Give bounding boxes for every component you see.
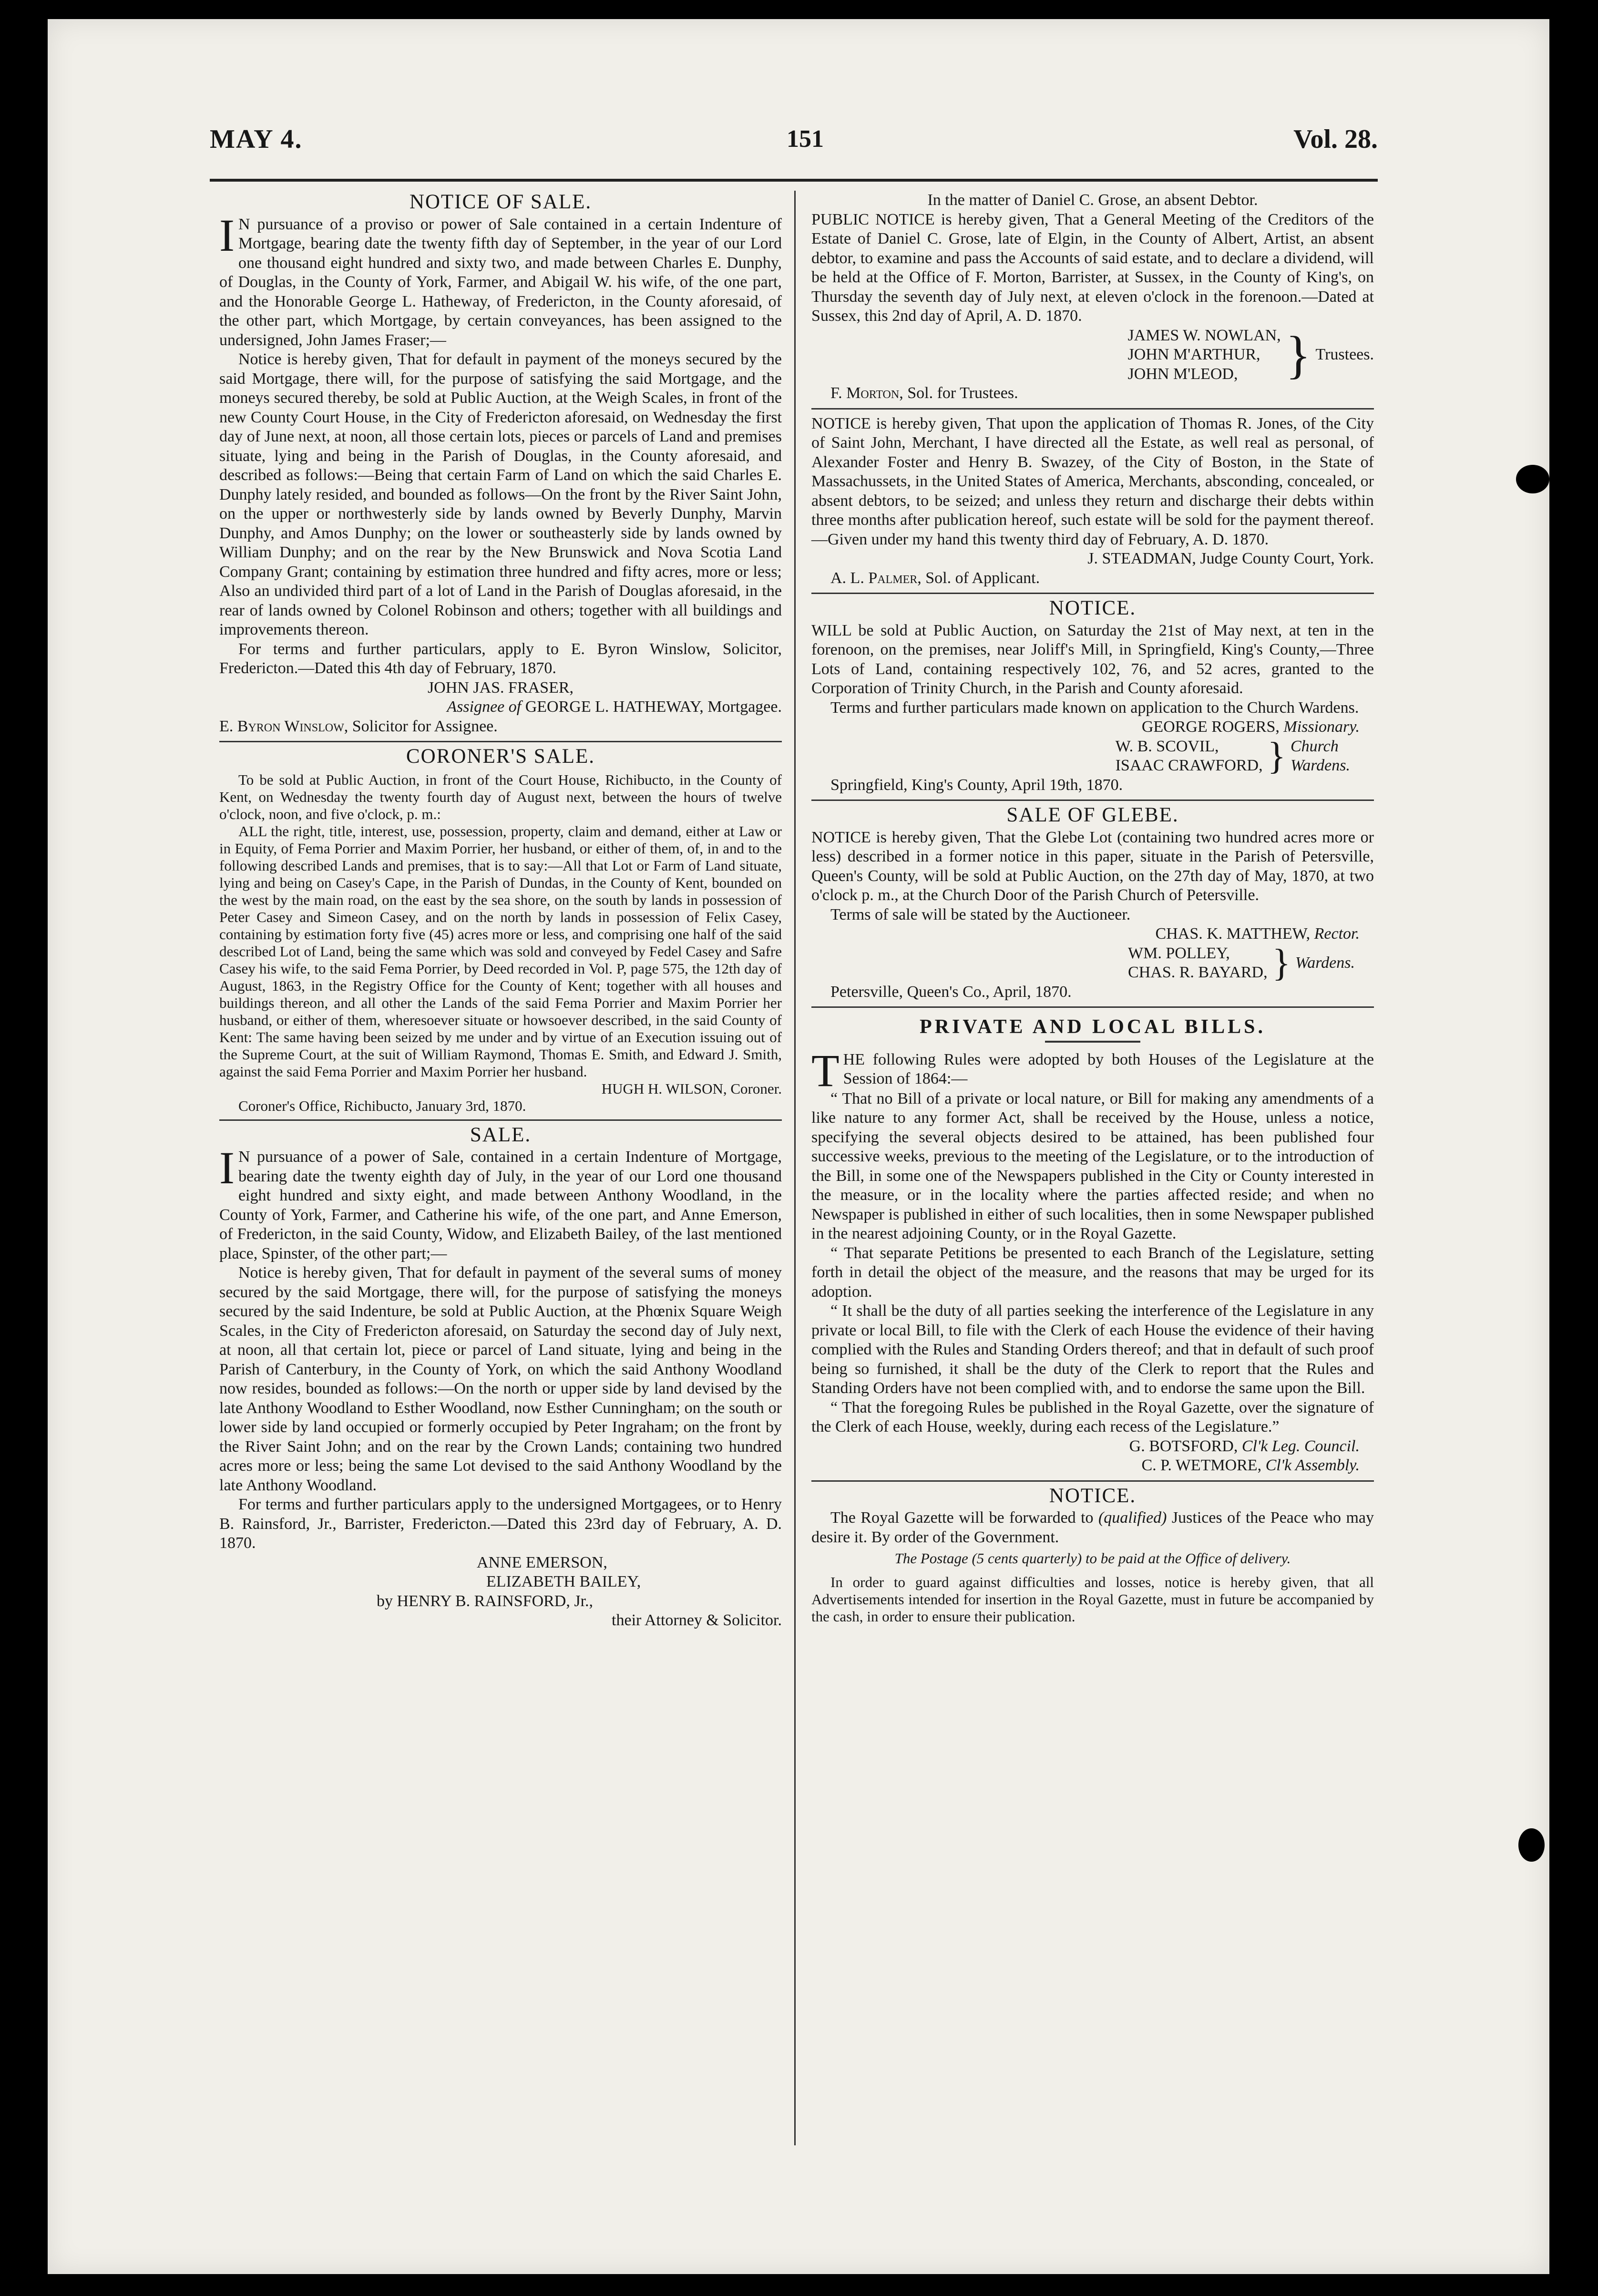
solicitor-name: F. Morton,: [830, 384, 903, 402]
brace-glyph: }: [1267, 735, 1286, 777]
section-rule: [811, 1480, 1374, 1482]
section-title: SALE OF GLEBE.: [1006, 804, 1179, 826]
trustees-signature: [811, 326, 1374, 384]
paragraph: “ That the foregoing Rules be published in the Royal Gazette, over the signature of the Clerk of each House, weekly, during each recess of the Legislature.”: [811, 1398, 1374, 1435]
volume-number: Vol. 28.: [1293, 124, 1378, 154]
section-title: CORONER'S SALE.: [406, 745, 595, 768]
section-title: NOTICE.: [1049, 597, 1137, 619]
solicitor-line: [219, 717, 782, 737]
paragraph: NOTICE is hereby given, That upon the application of Thomas R. Jones, of the City of Saint John, Merchant, I have directed all the Estate, as well real as personal, of Alexander Foster and Henry B. Swazey, of the City of Boston, in the State of Massachussets, in the United States of America, Merchants, absconding, concealed, or absent debtors, to be seized; and unless they return and discharge their debts within three months after publication hereof, such estate will be sold for the payment thereof.—Given under my hand this twenty third day of February, A. D. 1870.: [811, 414, 1374, 548]
column-divider: [794, 191, 796, 2145]
solicitor-role: Sol. of Applicant.: [925, 569, 1040, 587]
signature: their Attorney & Solicitor.: [612, 1611, 782, 1629]
paragraph: “ That separate Petitions be presented to each Branch of the Legislature, setting forth in detail the object of the measure, and the reasons that may be urged for its adoption.: [811, 1244, 1374, 1301]
section-title: NOTICE.: [1049, 1484, 1137, 1507]
brace-glyph: }: [1272, 942, 1291, 984]
signature: [811, 1456, 1374, 1476]
issue-date: MAY 4.: [210, 124, 303, 154]
sale-woodland: [219, 1123, 782, 1630]
signature-name: C. P. WETMORE,: [1141, 1456, 1262, 1474]
paragraph: In order to guard against difficulties and losses, notice is hereby given, that all Advertisements intended for insertion in the Royal Gazette, must in future be accompanied by the cash, in order to ensure their publication.: [811, 1574, 1374, 1625]
wardens-label: [1291, 737, 1350, 776]
solicitor-line: [811, 384, 1374, 403]
ink-blot: [1516, 465, 1549, 493]
warden-names: [1128, 944, 1268, 983]
paragraph: “ That no Bill of a private or local nature, or Bill for making any amendments of a like nature to any former Act, shall be received by the House, unless a notice, specifying the several objects desired to be attained, has been published four successive weeks, previous to the meeting of the Legislature, or to the introduction of the Bill, in some one of the Newspapers published in the City or County interested in the measure, or in the locality where the parties affected reside; and when no Newspaper is published in either of such localities, then in some Newspaper published in the nearest adjoining County, or in the Royal Gazette.: [811, 1089, 1374, 1242]
left-column: [219, 191, 782, 1630]
postage-note: The Postage (5 cents quarterly) to be paid at the Office of delivery.: [894, 1550, 1291, 1567]
coroners-sale: [219, 747, 782, 1115]
paragraph: For terms and further particulars apply to the undersigned Mortgagees, or to Henry B. Rainsford, Jr., Barrister, Fredericton.—Dated this 23rd day of February, A. D. 1870.: [219, 1496, 782, 1552]
warden-name: CHAS. R. BAYARD,: [1128, 964, 1268, 981]
signature: ANNE EMERSON,: [477, 1553, 607, 1571]
signature-name: GEORGE L. HATHEWAY, Mortgagee.: [525, 698, 782, 716]
notice-grose: [811, 191, 1374, 403]
paragraph-text: The Royal Gazette will be forwarded to: [830, 1509, 1094, 1527]
notice-steadman: [811, 414, 1374, 588]
private-and-local-bills: [811, 1017, 1374, 1476]
title-rule: [1045, 1041, 1140, 1043]
section-title: SALE.: [470, 1123, 532, 1146]
dateline: Coroner's Office, Richibucto, January 3rd, 1870.: [238, 1097, 526, 1114]
page-header: [210, 119, 1378, 172]
notice-royal-gazette: [811, 1486, 1374, 1626]
paragraph-text: Justices of the Peace who may desire it. By order of the Government.: [811, 1509, 1374, 1546]
dateline: Springfield, King's County, April 19th, 1870.: [830, 776, 1123, 794]
signature: [811, 924, 1374, 944]
trustees-label: Trustees.: [1315, 346, 1374, 363]
signature-role: Cl'k Assembly.: [1265, 1456, 1360, 1474]
drop-cap: I: [219, 209, 235, 261]
warden-name: WM. POLLEY,: [1128, 944, 1230, 962]
paragraph: [811, 1045, 1374, 1096]
section-rule: [811, 593, 1374, 594]
solicitor-name: E. Byron Winslow,: [219, 717, 348, 735]
signature-name: CHAS. K. MATTHEW,: [1155, 925, 1311, 943]
notice-trinity-church: [811, 599, 1374, 795]
signature-role: Rector.: [1314, 925, 1360, 943]
scan-border: [0, 0, 48, 2296]
paragraph-text: N pursuance of a power of Sale, contained in a certain Indenture of Mortgage, bearing date the twenty eighth day of July, in the year of our Lord one thousand eight hundred and sixty eight, and made between Anthony Woodland, in the County of York, Farmer, and Catherine his wife, of the one part, and Anne Emerson, of Fredericton, in the said County, Widow, and Elizabeth Bailey, of the last mentioned place, Spinster, of the other part;—: [219, 1148, 782, 1262]
paragraph: To be sold at Public Auction, in front of the Court House, Richibucto, in the County of Kent, on Wednesday the twenty fourth day of August next, between the hours of twelve o'clock, noon, and five o'clock, p. m.:: [219, 771, 782, 822]
section-rule: [811, 408, 1374, 410]
trustee-name: JOHN M'ARTHUR,: [1127, 346, 1260, 363]
gazette-page: [210, 119, 1378, 2145]
section-rule: [811, 1006, 1374, 1008]
paragraph: [219, 209, 782, 350]
paragraph-text: N pursuance of a proviso or power of Sale contained in a certain Indenture of Mortgage, bearing date the twenty fifth day of September, in the year of our Lord one thousand eight hundred and sixty two, and made between Charles E. Dunphy, of Douglas, in the County of York, Farmer, and Abigail W. his wife, of the one part, and the Honorable George L. Hatheway, of Fredericton, in the County aforesaid, of the other part, which Mortgage, by certain conveyances, has been assigned to the undersigned, John James Fraser;—: [219, 215, 782, 349]
paragraph: Terms of sale will be stated by the Auctioneer.: [830, 905, 1131, 923]
paragraph: NOTICE is hereby given, That the Glebe Lot (containing two hundred acres more or less) described in a former notice in this paper, situate in the Parish of Petersville, Queen's County, will be sold at Public Auction, on the 27th day of May, 1870, at two o'clock p. m., at the Church Door of the Parish Church of Petersville.: [811, 828, 1374, 904]
section-rule: [811, 800, 1374, 801]
wardens-label-line: Church: [1291, 737, 1339, 755]
paragraph: Notice is hereby given, That for default in payment of the moneys secured by the said Mortgage, there will, for the purpose of satisfying the said Mortgage, and the moneys secured thereby, be sold at Public Auction, at the Weigh Scales, in front of the new County Court House, in the City of Fredericton aforesaid, on Wednesday the first day of June next, at noon, all those certain lots, pieces or parcels of Land and premises situate, lying and being in the Parish of Douglas, in the County aforesaid, and described as follows:—Being that certain Farm of Land on which the said Charles E. Dunphy lately resided, and bounded as follows—On the front by the River Saint John, on the upper or northwesterly side by lands owned by Beverly Dunphy, Marvin Dunphy, and Amos Dunphy; on the lower or southeasterly side by lands owned by William Dunphy; and on the rear by the New Brunswick and Nova Scotia Land Company Grant; containing by estimation three hundred and fifty acres, more or less; Also an undivided third part of a lot of Land in the Parish of Douglas aforesaid, in the rear of lands owned by Colonel Robinson and others; together with all buildings and improvements thereon.: [219, 350, 782, 638]
section-heading: In the matter of Daniel C. Grose, an absent Debtor.: [927, 191, 1258, 209]
drop-cap: I: [219, 1142, 235, 1193]
solicitor-line: [811, 569, 1374, 588]
header-rule: [210, 179, 1378, 182]
sale-of-glebe: [811, 806, 1374, 1002]
solicitor-role: Solicitor for Assignee.: [352, 717, 498, 735]
section-title: PRIVATE AND LOCAL BILLS.: [920, 1016, 1266, 1038]
paragraph: [219, 1142, 782, 1263]
paragraph: ALL the right, title, interest, use, possession, property, claim and demand, either at Law or in Equity, of Fema Porrier and Maxim Porrier, her husband, or either of them, of, in and to the following described Lands and premises, that is to say:—All that Lot or Farm of Land situate, lying and being on Casey's Cape, in the Parish of Dundas, in the County of Kent, bounded on the west by the main road, on the east by the sea shore, on the south by lands in possession of Peter Casey and Simeon Casey, and on the north by lands in possession of Felix Casey, containing by estimation forty five (45) acres more or less, and comprising one half of the said described Lot of Land, being the same which was sold and conveyed by Fedel Casey and Safre Casey his wife, to the said Fema Porrier, by Deed recorded in Vol. P, page 575, the 12th day of August, 1863, in the Registry Office for the County of Kent; together with all houses and buildings thereon, and all other the Lands of the said Fema Porrier and Maxim Porrier her husband, or either of them, wheresoever situate or howsoever described, in the said County of Kent: The same having been seized by me under and by virtue of an Execution issuing out of the Supreme Court, at the suit of William Raymond, Thomas E. Smith, and Edward J. Smith, against the said Fema Porrier and Maxim Porrier her husband.: [219, 822, 782, 1080]
signature: J. STEADMAN, Judge County Court, York.: [1087, 550, 1374, 567]
section-rule: [219, 741, 782, 742]
paragraph: Terms and further particulars made known on application to the Church Wardens.: [830, 698, 1359, 717]
warden-names: [1116, 737, 1263, 776]
page-number: 151: [787, 125, 824, 153]
paragraph: PUBLIC NOTICE is hereby given, That a General Meeting of the Creditors of the Estate of Daniel C. Grose, late of Elgin, in the County of Albert, Artist, an absent debtor, to examine and pass the Accounts of said estate, and to declare a dividend, will be held at the Office of F. Morton, Barrister, at Sussex, in the County of King's, on Thursday the seventh day of July next, at eleven o'clock in the forenoon.—Dated at Sussex, this 2nd day of April, A. D. 1870.: [811, 210, 1374, 325]
solicitor-role: Sol. for Trustees.: [907, 384, 1018, 402]
warden-name: W. B. SCOVIL,: [1115, 737, 1219, 755]
paragraph: WILL be sold at Public Auction, on Saturday the 21st of May next, at ten in the forenoon, on the premises, near Joliff's Mill, in Springfield, King's County,—Three Lots of Land, containing respectively 102, 76, and 52 acres, granted to the Corporation of Trinity Church, in the Parish and County aforesaid.: [811, 621, 1374, 697]
signature: HUGH H. WILSON, Coroner.: [601, 1080, 782, 1097]
paragraph: “ It shall be the duty of all parties seeking the interference of the Legislature in any private or local Bill, to file with the Clerk of each House the evidence of their having complied with the Rules and Standing Orders thereof; and that in default of such proof being so furnished, it shall be the duty of the Clerk to report that the Rules and Standing Orders have not been complied with, and to endorse the same upon the Bill.: [811, 1302, 1374, 1397]
signature: JOHN JAS. FRASER,: [427, 678, 574, 697]
brace-glyph: }: [1285, 326, 1311, 384]
ink-blot: [1518, 1828, 1545, 1862]
signature: [811, 718, 1374, 737]
signature-name: GEORGE ROGERS,: [1141, 718, 1280, 736]
paragraph: Notice is hereby given, That for default in payment of the several sums of money secured by the said Mortgage, there will, for the purpose of satisfying the moneys secured by the said Indenture, be sold at Public Auction, at the Phœnix Square Weigh Scales, in the City of Fredericton aforesaid, on Saturday the second day of July next, at noon, all that certain lot, piece or parcel of Land situate, lying and being in the Parish of Canterbury, in the County of York, on which the said Anthony Woodland now resides, bounded as follows:—On the north or upper side by land devised by the late Anthony Woodland to Esther Woodland, now Esther Cunningham; on the south or lower side by land occupied or formerly occupied by Peter Ingraham; on the front by the River Saint John; and on the rear by the Crown Lands; containing two hundred acres more or less; being the same Lot devised to the said Anthony Woodland by the late Anthony Woodland.: [219, 1264, 782, 1494]
dateline: Petersville, Queen's Co., April, 1870.: [830, 983, 1072, 1001]
wardens-signature: [811, 737, 1374, 776]
solicitor-name: A. L. Palmer,: [830, 569, 922, 587]
signature: ELIZABETH BAILEY,: [486, 1573, 641, 1590]
warden-name: ISAAC CRAWFORD,: [1115, 757, 1263, 774]
emphasis: (qualified): [1098, 1509, 1167, 1527]
signature-role: Missionary.: [1283, 718, 1360, 736]
trustee-names: [1128, 326, 1281, 384]
wardens-signature: [811, 944, 1374, 983]
signature: [219, 697, 782, 717]
notice-of-sale-fraser: [219, 193, 782, 736]
signature: by HENRY B. RAINSFORD, Jr.,: [377, 1592, 594, 1610]
right-column: [811, 191, 1374, 1625]
wardens-label-line: Wardens.: [1291, 757, 1350, 774]
section-rule: [219, 1119, 782, 1121]
signature-name: G. BOTSFORD,: [1129, 1437, 1238, 1455]
signature: [811, 1437, 1374, 1456]
signature-role: Assignee of: [447, 698, 522, 716]
wardens-label: Wardens.: [1295, 953, 1355, 972]
signature-role: Cl'k Leg. Council.: [1241, 1437, 1360, 1455]
trustee-name: JOHN M'LEOD,: [1127, 365, 1238, 383]
paragraph: For terms and further particulars, apply to E. Byron Winslow, Solicitor, Fredericton.—Dated this 4th day of February, 1870.: [219, 640, 782, 677]
paragraph: [811, 1508, 1374, 1547]
trustee-name: JAMES W. NOWLAN,: [1127, 326, 1281, 344]
drop-cap: T: [811, 1045, 840, 1096]
paragraph-text: HE following Rules were adopted by both Houses of the Legislature at the Session of 1864:—: [843, 1050, 1374, 1087]
section-title: NOTICE OF SALE.: [409, 191, 592, 213]
